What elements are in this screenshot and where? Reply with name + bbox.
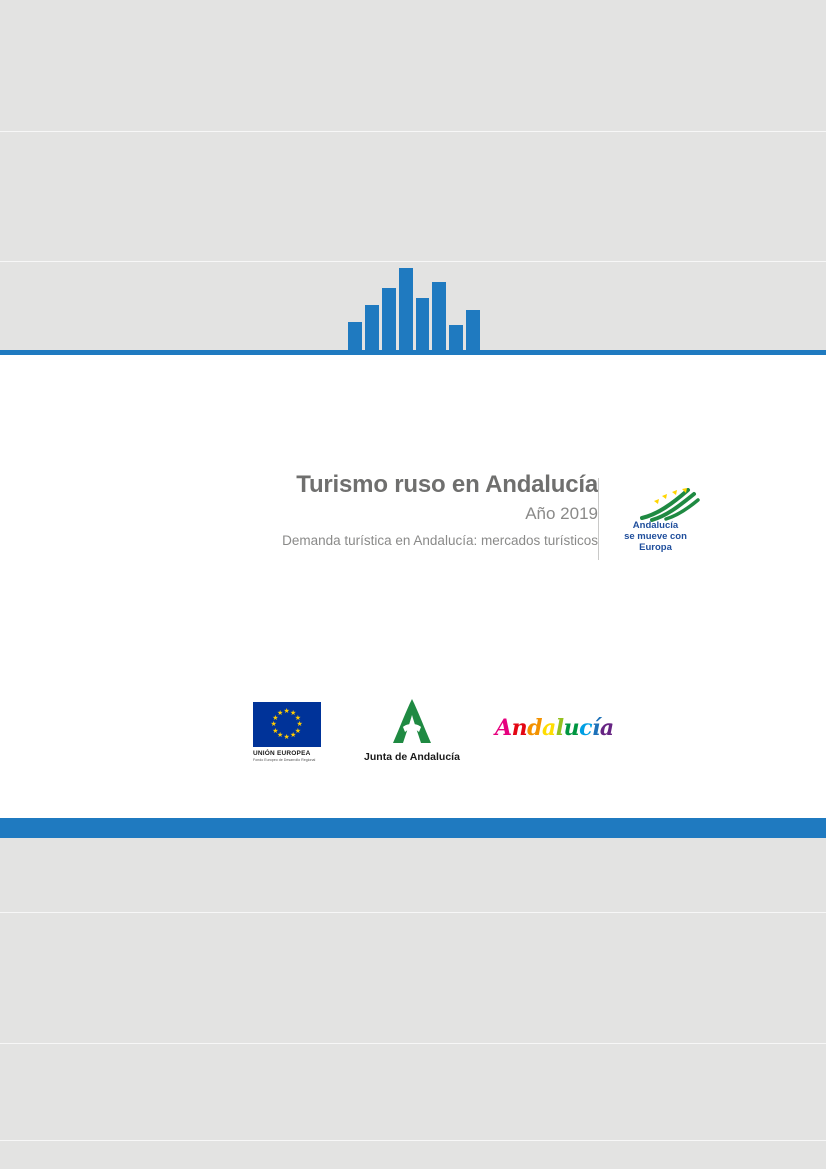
chart-bar (449, 325, 463, 350)
eu-star-icon: ★ (294, 727, 302, 735)
band-divider (0, 131, 826, 132)
eu-flag-icon (253, 702, 321, 747)
eu-star-icon: ★ (290, 732, 297, 740)
cover-bottom-band (0, 838, 826, 1169)
junta-de-andalucia-logo (360, 697, 464, 765)
junta-logo-caption: Junta de Andalucía (364, 751, 460, 763)
chart-bar (365, 305, 379, 350)
wordmark-letter: a (541, 715, 556, 741)
title-text-column (178, 470, 598, 552)
band-divider (0, 912, 826, 913)
mueve-line-1: Andalucía (632, 520, 679, 531)
eu-star-icon: ★ (272, 714, 279, 722)
eu-star-icon: ★ (270, 721, 277, 728)
andalucia-wordmark (495, 715, 614, 745)
eu-star-icon: ★ (283, 708, 290, 715)
page-title: Turismo ruso en Andalucía (296, 471, 598, 498)
mueve-logo-text (608, 520, 703, 553)
institutional-logos-row (0, 695, 826, 765)
andalucia-se-mueve-con-europa-logo (608, 488, 703, 553)
wordmark-letter: c (579, 715, 592, 741)
wordmark-letter: l (555, 715, 564, 741)
eu-star-icon: ★ (283, 734, 290, 741)
eu-star-icon: ★ (294, 714, 302, 722)
eu-star-icon: ★ (277, 732, 284, 740)
eu-star-icon: ★ (290, 709, 297, 717)
mueve-line-2: se mueve con Europa (624, 531, 687, 553)
wordmark-letter: a (599, 715, 614, 741)
document-year: Año 2019 (525, 504, 598, 523)
band-divider (0, 1140, 826, 1141)
eu-star-icon: ★ (296, 721, 303, 728)
chart-bar (399, 268, 413, 350)
swoosh-icon (636, 488, 702, 522)
document-subtitle: Demanda turística en Andalucía: mercados turísticos (282, 533, 598, 548)
band-divider (0, 261, 826, 262)
chart-bar (466, 310, 480, 350)
chart-bar (382, 288, 396, 350)
cover-bar-chart (348, 268, 480, 350)
wordmark-letter: u (563, 715, 580, 741)
wordmark-letter: í (592, 715, 600, 741)
eu-logo-caption: UNIÓN EUROPEA (253, 750, 311, 757)
chart-bar (432, 282, 446, 350)
band-divider (0, 1043, 826, 1044)
title-logo-separator (598, 478, 599, 560)
wordmark-letter: n (511, 715, 528, 741)
chart-bar (348, 322, 362, 350)
eu-star-icon: ★ (272, 727, 279, 735)
union-europea-logo (253, 702, 323, 764)
bottom-accent-rule (0, 818, 826, 838)
eu-star-icon: ★ (277, 709, 284, 717)
top-accent-rule (0, 350, 826, 355)
wordmark-letter: d (527, 715, 542, 741)
cover-top-band (0, 0, 826, 355)
chart-bar (416, 298, 430, 350)
eu-logo-subcaption: Fondo Europeo de Desarrollo Regional (253, 758, 316, 762)
junta-a-icon (360, 697, 464, 745)
wordmark-letter: A (495, 715, 512, 741)
